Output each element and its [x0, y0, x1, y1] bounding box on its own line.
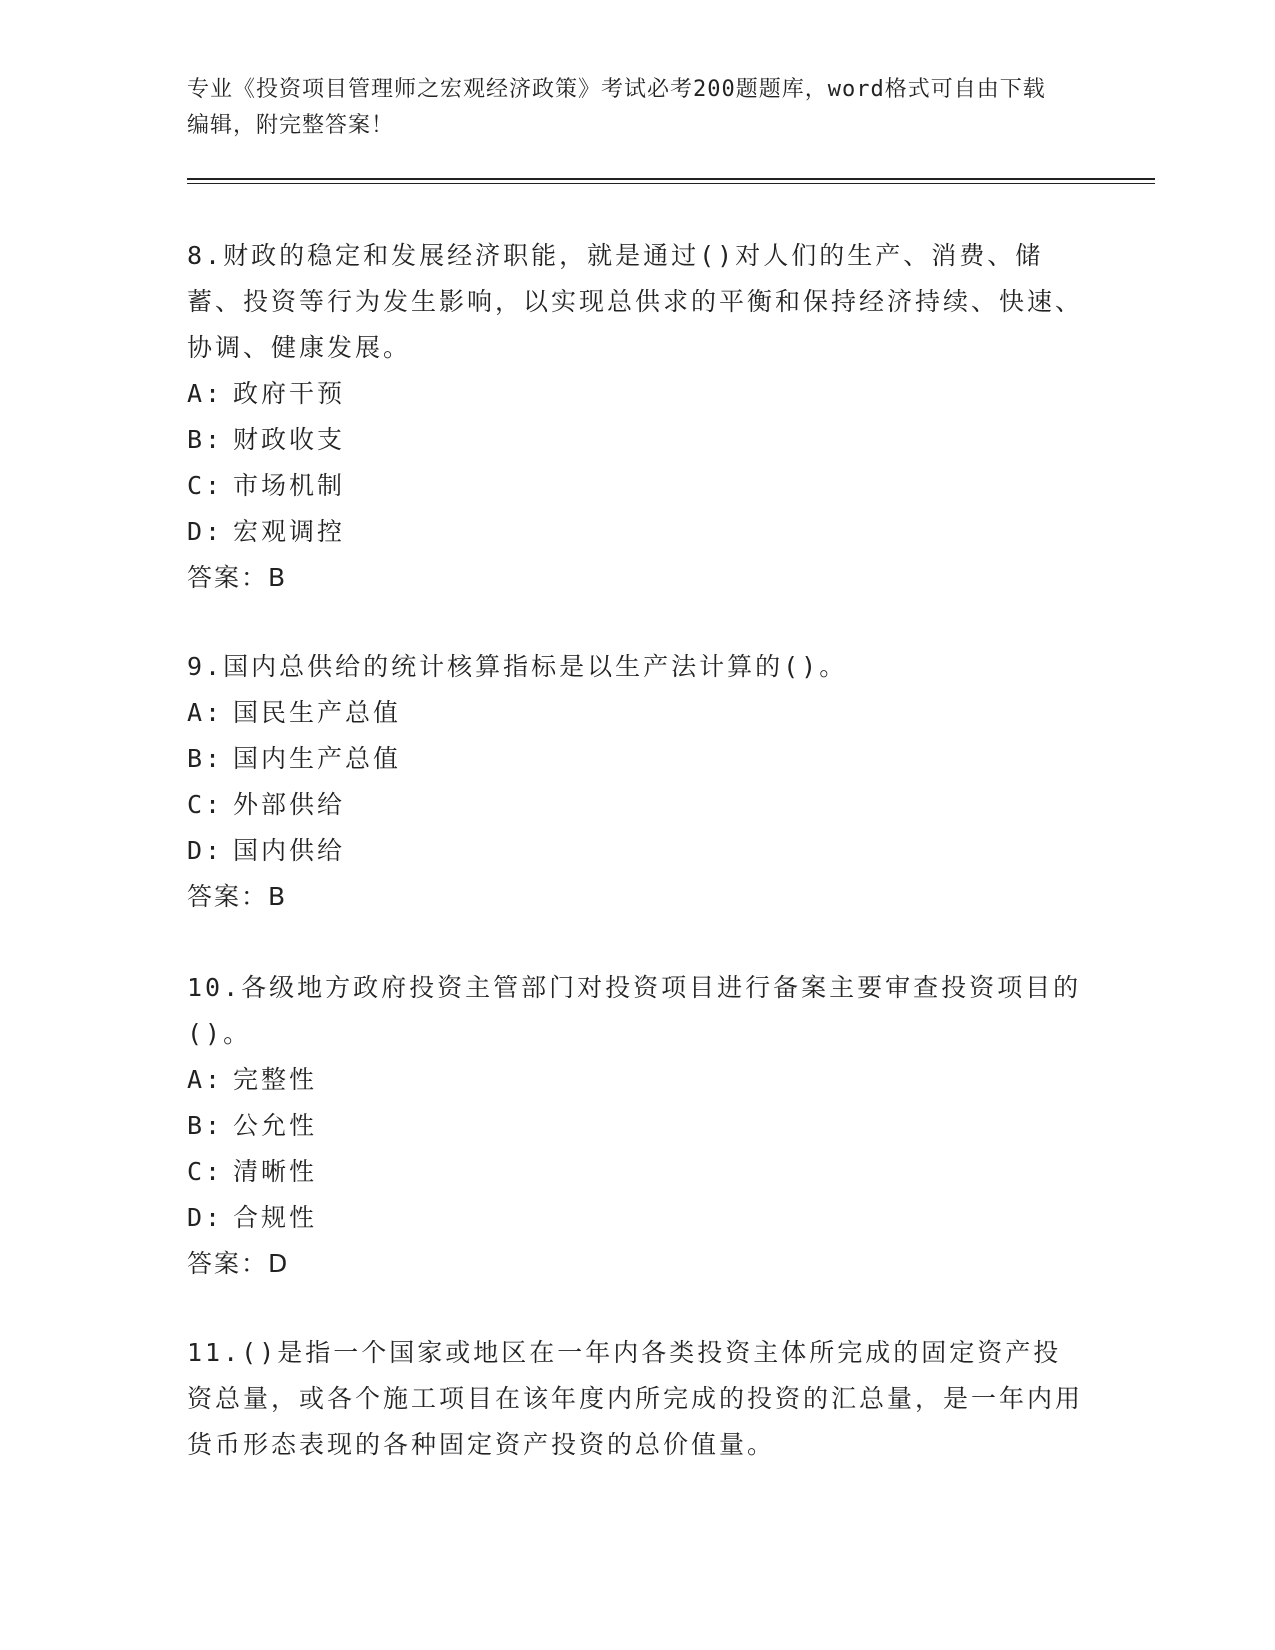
option-letter: C:: [187, 471, 224, 500]
option-c: [187, 782, 1087, 828]
option-letter: D:: [187, 836, 224, 865]
option-letter: C:: [187, 790, 224, 819]
option-d: [187, 509, 1087, 555]
question-text: 各级地方政府投资主管部门对投资项目进行备案主要审查投资项目的()。: [187, 973, 1082, 1048]
option-a: [187, 690, 1087, 736]
header-divider-thick: [187, 178, 1155, 180]
option-letter: B:: [187, 425, 224, 454]
option-c: [187, 1149, 1087, 1195]
question-text: 国内总供给的统计核算指标是以生产法计算的()。: [223, 652, 848, 681]
header-divider-thin: [187, 183, 1155, 184]
option-letter: A:: [187, 379, 224, 408]
option-letter: A:: [187, 698, 224, 727]
option-text: 国内供给: [233, 836, 346, 865]
question-10: [187, 965, 1087, 1287]
header-intro-text: 专业《投资项目管理师之宏观经济政策》考试必考200题题库，word格式可自由下载编辑，附完整答案！: [187, 77, 1046, 138]
question-9: [187, 644, 1087, 920]
option-text: 政府干预: [233, 379, 346, 408]
option-letter: B:: [187, 744, 224, 773]
option-letter: B:: [187, 1111, 224, 1140]
option-letter: D:: [187, 517, 224, 546]
question-stem: [187, 644, 1087, 690]
question-number: 11.: [187, 1338, 242, 1367]
option-text: 国民生产总值: [233, 698, 402, 727]
option-text: 宏观调控: [233, 517, 346, 546]
option-text: 合规性: [233, 1203, 318, 1232]
option-text: 完整性: [233, 1065, 318, 1094]
answer-line: 答案：D: [187, 1249, 290, 1278]
option-letter: C:: [187, 1157, 224, 1186]
answer-line: 答案：B: [187, 563, 288, 592]
option-b: [187, 417, 1087, 463]
option-d: [187, 1195, 1087, 1241]
question-11: [187, 1330, 1087, 1468]
question-number: 9.: [187, 652, 224, 681]
option-letter: A:: [187, 1065, 224, 1094]
question-stem: [187, 965, 1087, 1057]
answer-line: 答案：B: [187, 882, 288, 911]
question-number: 10.: [187, 973, 242, 1002]
question-stem: [187, 233, 1087, 371]
question-stem: [187, 1330, 1087, 1468]
option-text: 市场机制: [233, 471, 346, 500]
question-8: [187, 233, 1087, 601]
option-text: 国内生产总值: [233, 744, 402, 773]
option-text: 财政收支: [233, 425, 346, 454]
document-header: [187, 72, 1067, 144]
question-text: ()是指一个国家或地区在一年内各类投资主体所完成的固定资产投资总量，或各个施工项目在该年度内所完成的投资的汇总量，是一年内用货币形态表现的各种固定资产投资的总价值量。: [187, 1338, 1084, 1459]
option-text: 公允性: [233, 1111, 318, 1140]
question-text: 财政的稳定和发展经济职能，就是通过()对人们的生产、消费、储蓄、投资等行为发生影响，以实现总供求的平衡和保持经济持续、快速、协调、健康发展。: [187, 241, 1084, 362]
question-number: 8.: [187, 241, 224, 270]
option-a: [187, 1057, 1087, 1103]
option-c: [187, 463, 1087, 509]
option-text: 外部供给: [233, 790, 346, 819]
option-a: [187, 371, 1087, 417]
option-text: 清晰性: [233, 1157, 318, 1186]
option-letter: D:: [187, 1203, 224, 1232]
option-d: [187, 828, 1087, 874]
option-b: [187, 736, 1087, 782]
option-b: [187, 1103, 1087, 1149]
